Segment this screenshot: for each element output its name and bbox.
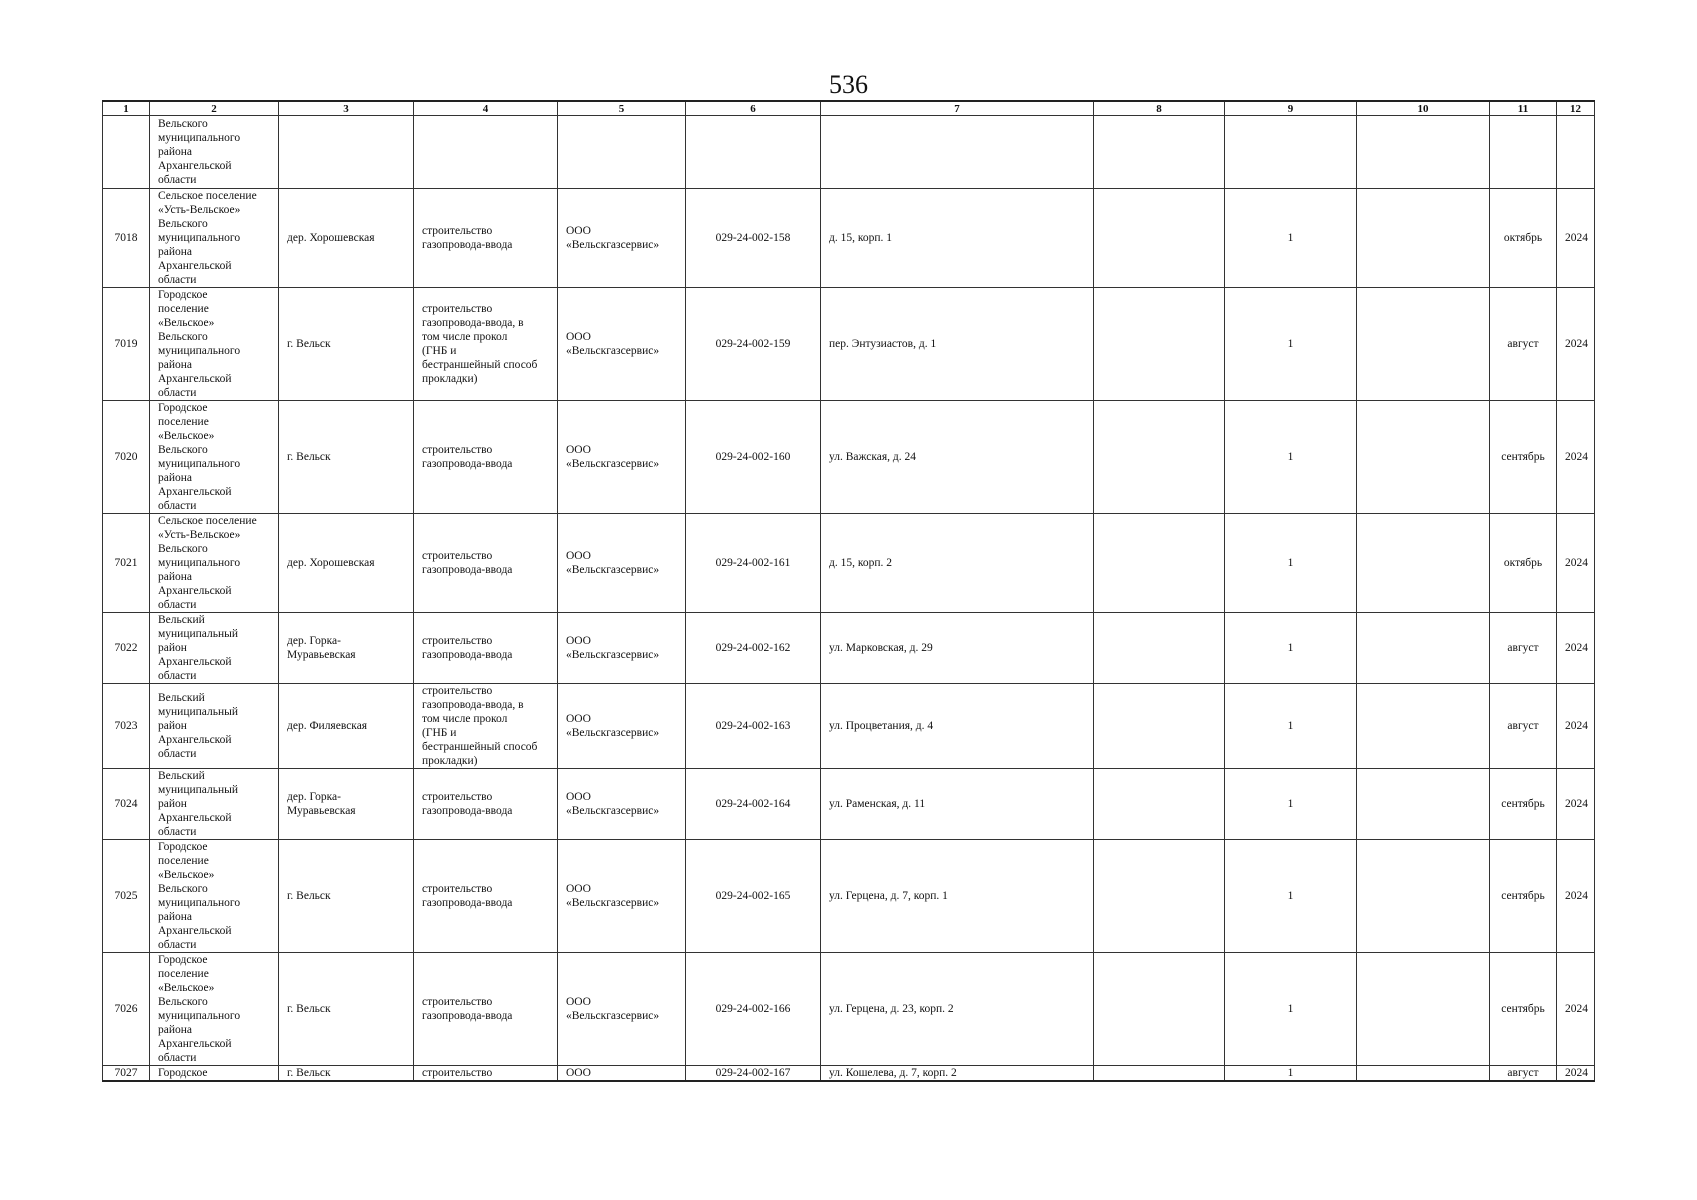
- municipality-cell: Вельский муниципальный район Архангельской области: [150, 769, 279, 840]
- row-number: 7022: [103, 613, 150, 684]
- column-10-cell: [1357, 401, 1490, 514]
- column-10-cell: [1357, 189, 1490, 288]
- object-code-cell: 029-24-002-163: [686, 684, 821, 769]
- year-cell: 2024: [1557, 288, 1595, 401]
- column-8-cell: [1094, 953, 1225, 1066]
- month-cell: август: [1490, 684, 1557, 769]
- work-type-cell: строительство газопровода-ввода: [414, 514, 558, 613]
- settlement-cell: дер. Горка- Муравьевская: [279, 613, 414, 684]
- quantity-cell: 1: [1225, 613, 1357, 684]
- object-code-cell: 029-24-002-160: [686, 401, 821, 514]
- organization-cell: ООО «Вельскгазсервис»: [558, 288, 686, 401]
- quantity-cell: 1: [1225, 840, 1357, 953]
- column-10-cell: [1357, 769, 1490, 840]
- row-number: 7021: [103, 514, 150, 613]
- work-type-cell: строительство газопровода-ввода, в том числе прокол (ГНБ и бестраншейный способ прокладки): [414, 288, 558, 401]
- organization-cell: ООО «Вельскгазсервис»: [558, 514, 686, 613]
- table-row: [103, 1066, 1595, 1082]
- object-code-cell: 029-24-002-167: [686, 1066, 821, 1082]
- year-cell: 2024: [1557, 684, 1595, 769]
- table-row: [103, 613, 1595, 684]
- column-header: 12: [1557, 101, 1595, 116]
- column-8-cell: [1094, 613, 1225, 684]
- column-header: 8: [1094, 101, 1225, 116]
- month-cell: октябрь: [1490, 514, 1557, 613]
- column-10-cell: [1357, 613, 1490, 684]
- quantity-cell: 1: [1225, 189, 1357, 288]
- object-code-cell: 029-24-002-159: [686, 288, 821, 401]
- municipality-cell: Вельский муниципальный район Архангельской области: [150, 684, 279, 769]
- address-cell: ул. Кошелева, д. 7, корп. 2: [821, 1066, 1094, 1082]
- month-cell: сентябрь: [1490, 953, 1557, 1066]
- month-cell: сентябрь: [1490, 840, 1557, 953]
- column-header: 3: [279, 101, 414, 116]
- row-number: 7023: [103, 684, 150, 769]
- table-row: [103, 769, 1595, 840]
- month-cell: сентябрь: [1490, 401, 1557, 514]
- quantity-cell: 1: [1225, 288, 1357, 401]
- column-8-cell: [1094, 684, 1225, 769]
- gas-pipeline-registry-table: [102, 100, 1595, 1082]
- column-header: 9: [1225, 101, 1357, 116]
- column-header: 5: [558, 101, 686, 116]
- row-number: 7019: [103, 288, 150, 401]
- address-cell: д. 15, корп. 2: [821, 514, 1094, 613]
- municipality-cell: Городское поселение «Вельское» Вельского муниципального района Архангельской области: [150, 288, 279, 401]
- address-cell: ул. Важская, д. 24: [821, 401, 1094, 514]
- table-row: [103, 840, 1595, 953]
- row-number: 7026: [103, 953, 150, 1066]
- quantity-cell: 1: [1225, 953, 1357, 1066]
- year-cell: 2024: [1557, 840, 1595, 953]
- organization-cell: ООО «Вельскгазсервис»: [558, 769, 686, 840]
- quantity-cell: 1: [1225, 514, 1357, 613]
- year-cell: 2024: [1557, 401, 1595, 514]
- column-8-cell: [1094, 116, 1225, 189]
- month-cell: [1490, 116, 1557, 189]
- organization-cell: ООО «Вельскгазсервис»: [558, 840, 686, 953]
- municipality-cell: Городское: [150, 1066, 279, 1082]
- column-8-cell: [1094, 288, 1225, 401]
- quantity-cell: 1: [1225, 1066, 1357, 1082]
- column-header: 1: [103, 101, 150, 116]
- column-header: 2: [150, 101, 279, 116]
- object-code-cell: 029-24-002-165: [686, 840, 821, 953]
- quantity-cell: [1225, 116, 1357, 189]
- row-number: 7020: [103, 401, 150, 514]
- column-8-cell: [1094, 769, 1225, 840]
- work-type-cell: [414, 116, 558, 189]
- work-type-cell: строительство газопровода-ввода: [414, 840, 558, 953]
- settlement-cell: дер. Хорошевская: [279, 514, 414, 613]
- year-cell: 2024: [1557, 613, 1595, 684]
- municipality-cell: Городское поселение «Вельское» Вельского муниципального района Архангельской области: [150, 401, 279, 514]
- table-row: [103, 684, 1595, 769]
- column-header: 6: [686, 101, 821, 116]
- settlement-cell: дер. Хорошевская: [279, 189, 414, 288]
- row-number: [103, 116, 150, 189]
- object-code-cell: 029-24-002-164: [686, 769, 821, 840]
- column-10-cell: [1357, 288, 1490, 401]
- settlement-cell: г. Вельск: [279, 953, 414, 1066]
- address-cell: ул. Марковская, д. 29: [821, 613, 1094, 684]
- organization-cell: ООО «Вельскгазсервис»: [558, 613, 686, 684]
- address-cell: пер. Энтузиастов, д. 1: [821, 288, 1094, 401]
- municipality-cell: Городское поселение «Вельское» Вельского муниципального района Архангельской области: [150, 840, 279, 953]
- address-cell: ул. Герцена, д. 7, корп. 1: [821, 840, 1094, 953]
- month-cell: август: [1490, 613, 1557, 684]
- work-type-cell: строительство газопровода-ввода: [414, 613, 558, 684]
- column-8-cell: [1094, 514, 1225, 613]
- year-cell: 2024: [1557, 189, 1595, 288]
- column-10-cell: [1357, 1066, 1490, 1082]
- column-8-cell: [1094, 840, 1225, 953]
- year-cell: 2024: [1557, 769, 1595, 840]
- month-cell: август: [1490, 288, 1557, 401]
- organization-cell: ООО: [558, 1066, 686, 1082]
- settlement-cell: [279, 116, 414, 189]
- municipality-cell: Вельский муниципальный район Архангельской области: [150, 613, 279, 684]
- row-number: 7027: [103, 1066, 150, 1082]
- column-10-cell: [1357, 514, 1490, 613]
- month-cell: октябрь: [1490, 189, 1557, 288]
- object-code-cell: 029-24-002-161: [686, 514, 821, 613]
- table-row: [103, 116, 1595, 189]
- table-row: [103, 401, 1595, 514]
- column-header: 11: [1490, 101, 1557, 116]
- column-10-cell: [1357, 953, 1490, 1066]
- settlement-cell: г. Вельск: [279, 1066, 414, 1082]
- address-cell: ул. Процветания, д. 4: [821, 684, 1094, 769]
- organization-cell: ООО «Вельскгазсервис»: [558, 684, 686, 769]
- work-type-cell: строительство газопровода-ввода, в том числе прокол (ГНБ и бестраншейный способ прокладки): [414, 684, 558, 769]
- address-cell: ул. Раменская, д. 11: [821, 769, 1094, 840]
- municipality-cell: Сельское поселение «Усть-Вельское» Вельского муниципального района Архангельской области: [150, 514, 279, 613]
- organization-cell: ООО «Вельскгазсервис»: [558, 401, 686, 514]
- row-number: 7024: [103, 769, 150, 840]
- page-number: 536: [829, 70, 868, 99]
- municipality-cell: Городское поселение «Вельское» Вельского муниципального района Архангельской области: [150, 953, 279, 1066]
- settlement-cell: г. Вельск: [279, 288, 414, 401]
- year-cell: 2024: [1557, 514, 1595, 613]
- table-row: [103, 514, 1595, 613]
- settlement-cell: дер. Филяевская: [279, 684, 414, 769]
- work-type-cell: строительство газопровода-ввода: [414, 769, 558, 840]
- address-cell: ул. Герцена, д. 23, корп. 2: [821, 953, 1094, 1066]
- column-header: 10: [1357, 101, 1490, 116]
- work-type-cell: строительство: [414, 1066, 558, 1082]
- table-row: [103, 953, 1595, 1066]
- quantity-cell: 1: [1225, 769, 1357, 840]
- column-8-cell: [1094, 189, 1225, 288]
- work-type-cell: строительство газопровода-ввода: [414, 189, 558, 288]
- column-header: 4: [414, 101, 558, 116]
- table-row: [103, 288, 1595, 401]
- column-header: 7: [821, 101, 1094, 116]
- table-row: [103, 189, 1595, 288]
- column-10-cell: [1357, 840, 1490, 953]
- settlement-cell: г. Вельск: [279, 401, 414, 514]
- column-number-header-row: [103, 101, 1595, 116]
- address-cell: д. 15, корп. 1: [821, 189, 1094, 288]
- year-cell: 2024: [1557, 953, 1595, 1066]
- work-type-cell: строительство газопровода-ввода: [414, 953, 558, 1066]
- municipality-cell: Вельского муниципального района Архангельской области: [150, 116, 279, 189]
- row-number: 7025: [103, 840, 150, 953]
- object-code-cell: 029-24-002-166: [686, 953, 821, 1066]
- address-cell: [821, 116, 1094, 189]
- column-10-cell: [1357, 116, 1490, 189]
- month-cell: август: [1490, 1066, 1557, 1082]
- column-8-cell: [1094, 401, 1225, 514]
- row-number: 7018: [103, 189, 150, 288]
- object-code-cell: 029-24-002-158: [686, 189, 821, 288]
- settlement-cell: г. Вельск: [279, 840, 414, 953]
- object-code-cell: [686, 116, 821, 189]
- month-cell: сентябрь: [1490, 769, 1557, 840]
- year-cell: 2024: [1557, 1066, 1595, 1082]
- settlement-cell: дер. Горка- Муравьевская: [279, 769, 414, 840]
- year-cell: [1557, 116, 1595, 189]
- quantity-cell: 1: [1225, 401, 1357, 514]
- column-10-cell: [1357, 684, 1490, 769]
- work-type-cell: строительство газопровода-ввода: [414, 401, 558, 514]
- object-code-cell: 029-24-002-162: [686, 613, 821, 684]
- organization-cell: [558, 116, 686, 189]
- column-8-cell: [1094, 1066, 1225, 1082]
- quantity-cell: 1: [1225, 684, 1357, 769]
- municipality-cell: Сельское поселение «Усть-Вельское» Вельского муниципального района Архангельской области: [150, 189, 279, 288]
- organization-cell: ООО «Вельскгазсервис»: [558, 189, 686, 288]
- organization-cell: ООО «Вельскгазсервис»: [558, 953, 686, 1066]
